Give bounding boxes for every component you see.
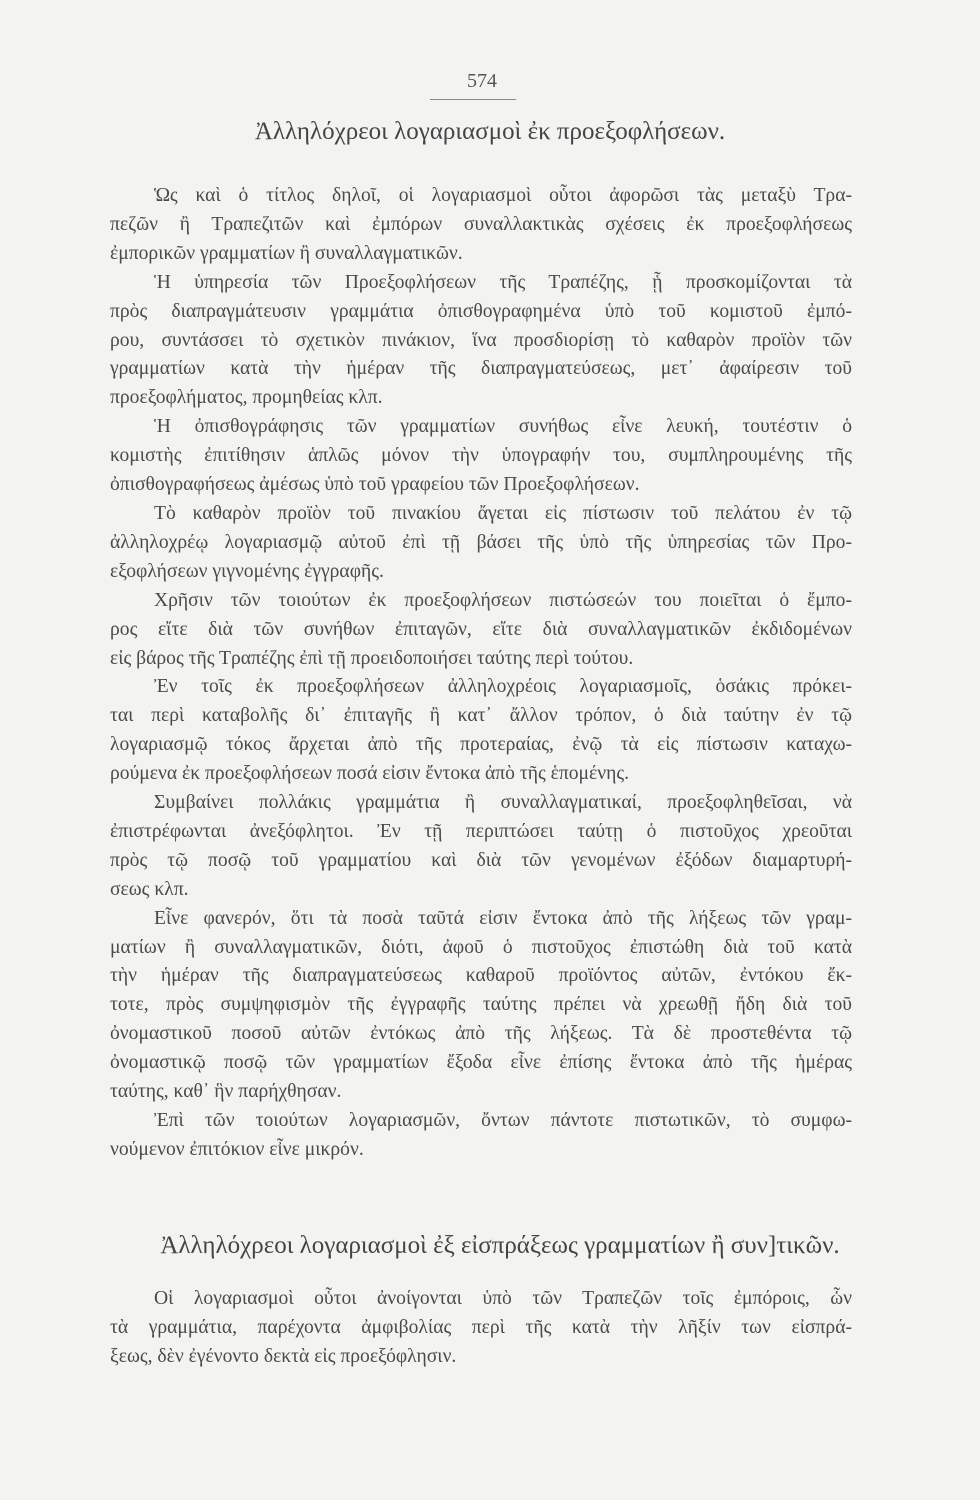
text-line: Ἡ ὀπισθογράφησις τῶν γραμματίων συνήθως εἶνε λευκή, τουτέστιν ὁ: [154, 416, 852, 438]
text-line: Χρῆσιν τῶν τοιούτων ἐκ προεξοφλήσεων πιστώσεών του ποιεῖται ὁ ἔμπο-: [154, 589, 852, 611]
section-body-discount-accounts: [110, 182, 852, 1165]
text-line: ταύτης, καθ᾽ ἣν παρήχθησαν.: [110, 1081, 342, 1103]
text-line: Εἶνε φανερόν, ὅτι τὰ ποσὰ ταῦτά εἰσιν ἔντοκα ἀπὸ τῆς λήξεως τῶν γραμ-: [154, 907, 852, 929]
text-line: ἐμπορικῶν γραμματίων ἢ συναλλαγματικῶν.: [110, 242, 463, 264]
text-line: λογαριασμῷ τόκος ἄρχεται ἀπὸ τῆς προτεραίας, ἐνῷ τὰ εἰς πίστωσιν καταχω-: [110, 734, 852, 756]
text-line: Ὡς καὶ ὁ τίτλος δηλοῖ, οἱ λογαριασμοὶ οὗτοι ἀφορῶσι τὰς μεταξὺ Τρα-: [154, 185, 852, 206]
text-line: τὰ γραμμάτια, παρέχοντα ἀμφιβολίας περὶ τῆς κατὰ τὴν λῆξίν των εἰσπρά-: [110, 1317, 852, 1338]
text-line: εἰς βάρος τῆς Τραπέζης ἐπὶ τῇ προειδοποιήσει ταύτης περὶ τούτου.: [110, 647, 634, 669]
text-line: κομιστὴς ἐπιτίθησιν ἁπλῶς μόνον τὴν ὑπογραφήν του, συμπληρουμένης τῆς: [110, 445, 852, 467]
text-line: σεως κλπ.: [110, 878, 189, 900]
paragraph: [110, 673, 852, 789]
paragraph: [110, 413, 852, 500]
text-line: πρὸς διαπραγμάτευσιν γραμμάτια ὀπισθογραφημένα ὑπὸ τοῦ κομιστοῦ ἐμπό-: [110, 300, 852, 322]
text-line: ρούμενα ἐκ προεξοφλήσεων ποσά εἰσιν ἔντοκα ἀπὸ τῆς ἑπομένης.: [110, 763, 630, 785]
text-line: προεξοφλήματος, προμηθείας κλπ.: [110, 387, 383, 409]
text-line: πεζῶν ἢ Τραπεζιτῶν καὶ ἐμπόρων συναλλακτικὰς σχέσεις ἐκ προεξοφλήσεως: [110, 213, 852, 235]
section-title-collection-accounts: Ἀλληλόχρεοι λογαριασμοὶ ἐξ εἰσπράξεως γραμματίων ἢ συν]τικῶν.: [160, 1232, 840, 1259]
text-line: ὀνομαστικοῦ ποσοῦ αὐτῶν ἐντόκως ἀπὸ τῆς λήξεως. Τὰ δὲ προστεθέντα τῷ: [110, 1023, 852, 1045]
text-line: ἀλληλοχρέῳ λογαριασμῷ αὐτοῦ ἐπὶ τῇ βάσει τῆς ὑπὸ τῆς ὑπηρεσίας τῶν Προ-: [110, 531, 852, 553]
text-line: ἐπιστρέφωνται ἀνεξόφλητοι. Ἐν τῇ περιπτώσει ταύτῃ ὁ πιστοῦχος χρεοῦται: [110, 820, 852, 842]
text-line: ρος εἴτε διὰ τῶν συνήθων ἐπιταγῶν, εἴτε διὰ συναλλαγματικῶν ἐκδιδομένων: [110, 618, 852, 640]
paragraph: [110, 182, 852, 269]
paragraph: [110, 1284, 852, 1371]
page-number-rule: [430, 99, 516, 100]
text-line: Ἡ ὑπηρεσία τῶν Προεξοφλήσεων τῆς Τραπέζης, ᾗ προσκομίζονται τὰ: [154, 271, 852, 293]
page-number: 574: [467, 70, 497, 92]
paragraph: [110, 905, 852, 1107]
paragraph: [110, 500, 852, 587]
text-line: ὀπισθογραφήσεως ἀμέσως ὑπὸ τοῦ γραφείου τῶν Προεξοφλήσεων.: [110, 474, 640, 496]
paragraph: [110, 789, 852, 905]
text-line: τὴν ἡμέραν τῆς διαπραγματεύσεως καθαροῦ προϊόντος αὐτῶν, ἐντόκου ἔκ-: [110, 965, 852, 987]
text-line: Οἱ λογαριασμοὶ οὗτοι ἀνοίγονται ὑπὸ τῶν Τραπεζῶν τοῖς ἐμπόροις, ὧν: [154, 1288, 852, 1309]
text-line: γραμματίων κατὰ τὴν ἡμέραν τῆς διαπραγματεύσεως, μετ᾽ ἀφαίρεσιν τοῦ: [110, 358, 852, 380]
text-line: ται περὶ καταβολῆς δι᾽ ἐπιταγῆς ἢ κατ᾽ ἄλλον τρόπον, ὁ διὰ ταύτην ἐν τῷ: [110, 705, 852, 727]
text-line: εξοφλήσεων γιγνομένης ἐγγραφῆς.: [110, 560, 384, 582]
text-line: Συμβαίνει πολλάκις γραμμάτια ἢ συναλλαγματικαί, προεξοφληθεῖσαι, νὰ: [154, 792, 852, 814]
text-line: τοτε, πρὸς συμψηφισμὸν τῆς ἐγγραφῆς ταύτης πρέπει νὰ χρεωθῇ ἤδη διὰ τοῦ: [110, 994, 852, 1016]
text-line: ὀνομαστικῷ ποσῷ τῶν γραμματίων ἔξοδα εἶνε ἐπίσης ἔντοκα ἀπὸ τῆς ἡμέρας: [110, 1052, 852, 1074]
section-body-collection-accounts: [110, 1284, 852, 1371]
paragraph: [110, 587, 852, 674]
text-line: νούμενον ἐπιτόκιον εἶνε μικρόν.: [110, 1138, 364, 1160]
text-line: Τὸ καθαρὸν προϊὸν τοῦ πινακίου ἄγεται εἰς πίστωσιν τοῦ πελάτου ἐν τῷ: [154, 502, 852, 524]
paragraph: [110, 269, 852, 414]
text-line: πρὸς τῷ ποσῷ τοῦ γραμματίου καὶ διὰ τῶν γενομένων ἐξόδων διαμαρτυρή-: [110, 849, 852, 871]
paragraph: [110, 1107, 852, 1165]
text-line: ματίων ἢ συναλλαγματικῶν, διότι, ἀφοῦ ὁ πιστοῦχος ἐπιστώθη διὰ τοῦ κατὰ: [110, 936, 852, 958]
text-line: ξεως, δὲν ἐγένοντο δεκτὰ εἰς προεξόφλησιν.: [110, 1346, 457, 1367]
text-line: ρου, συντάσσει τὸ σχετικὸν πινάκιον, ἵνα προσδιορίσῃ τὸ καθαρὸν προϊὸν τῶν: [110, 329, 852, 351]
section-title-discount-accounts: Ἀλληλόχρεοι λογαριασμοὶ ἐκ προεξοφλήσεων.: [254, 118, 726, 145]
text-line: Ἐπὶ τῶν τοιούτων λογαριασμῶν, ὄντων πάντοτε πιστωτικῶν, τὸ συμφω-: [154, 1110, 852, 1131]
text-line: Ἐν τοῖς ἐκ προεξοφλήσεων ἀλληλοχρέοις λογαριασμοῖς, ὁσάκις πρόκει-: [154, 676, 852, 698]
